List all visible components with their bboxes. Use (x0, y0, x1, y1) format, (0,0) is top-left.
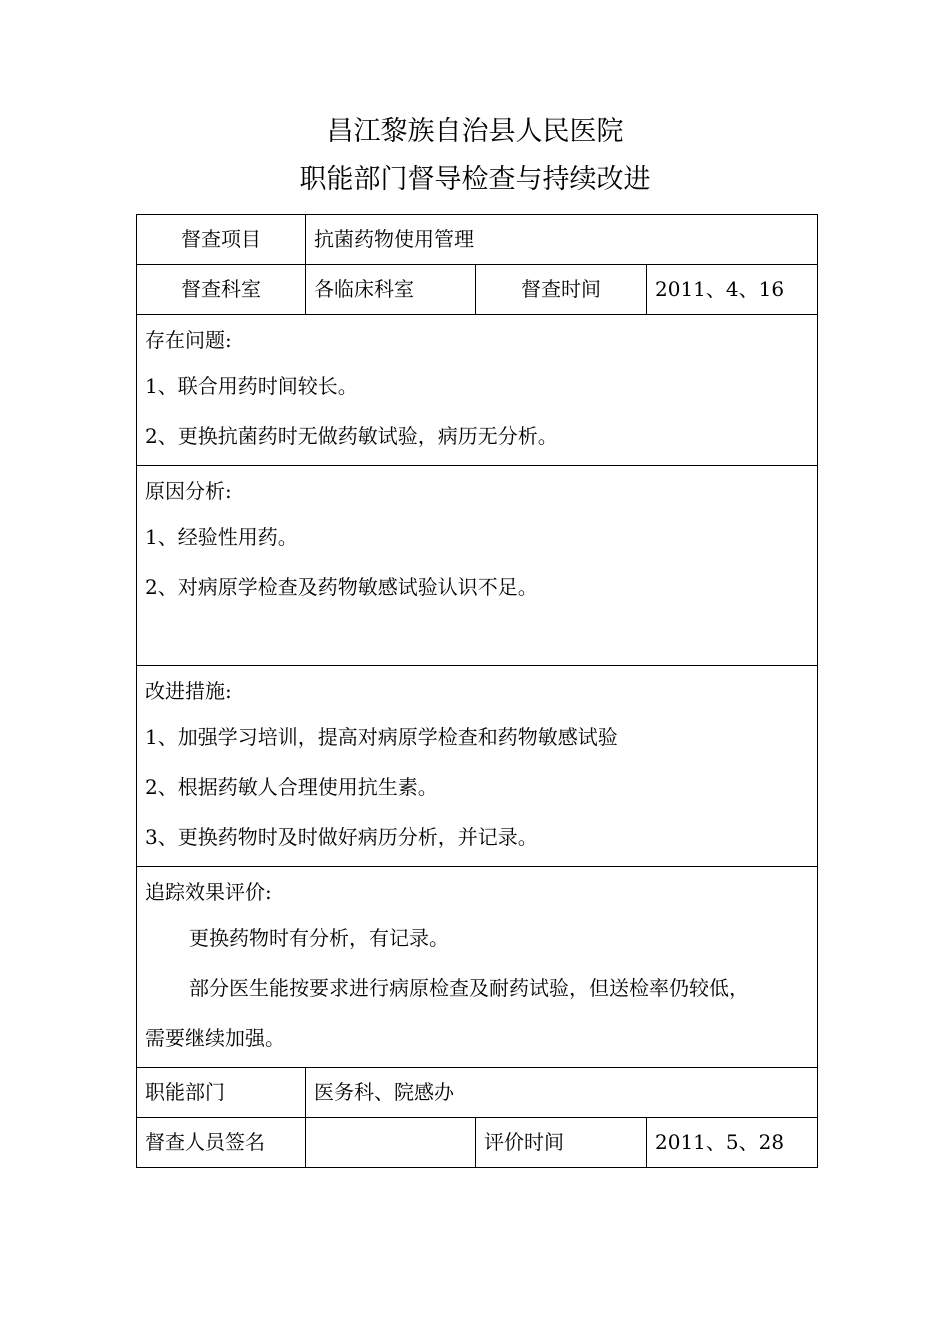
cause-item: 2、对病原学检查及药物敏感试验认识不足。 (145, 575, 538, 599)
dept-label: 督查科室 (181, 277, 261, 301)
eval-time-label: 评价时间 (484, 1130, 564, 1154)
eval-time-value: 2011、5、28 (655, 1130, 785, 1154)
row-dept-time (137, 265, 818, 315)
problems-section (137, 315, 817, 461)
row-function-dept (137, 1068, 818, 1118)
row-project (137, 215, 818, 265)
hospital-name: 昌江黎族自治县人民医院 (326, 116, 624, 147)
causes-heading: 原因分析: (145, 479, 232, 503)
evaluation-heading: 追踪效果评价: (145, 880, 272, 904)
row-measures (137, 666, 818, 867)
row-evaluation (137, 867, 818, 1068)
row-problems (137, 315, 818, 466)
dept-value: 各临床科室 (314, 277, 414, 301)
evaluation-section (137, 867, 817, 1063)
project-label: 督查项目 (181, 227, 261, 251)
row-signature (137, 1118, 818, 1168)
measure-item: 3、更换药物时及时做好病历分析，并记录。 (145, 825, 538, 849)
evaluation-paragraph-continued: 需要继续加强。 (145, 1026, 285, 1050)
evaluation-paragraph: 部分医生能按要求进行病原检查及耐药试验，但送检率仍较低， (189, 976, 749, 1000)
causes-section (137, 466, 817, 612)
form-title: 职能部门督导检查与持续改进 (299, 164, 651, 195)
measure-item: 1、加强学习培训，提高对病原学检查和药物敏感试验 (145, 725, 618, 749)
measure-item: 2、根据药敏人合理使用抗生素。 (145, 775, 438, 799)
cause-item: 1、经验性用药。 (145, 525, 298, 549)
problem-item: 1、联合用药时间较长。 (145, 374, 358, 398)
problem-item: 2、更换抗菌药时无做药敏试验，病历无分析。 (145, 424, 558, 448)
func-label: 职能部门 (145, 1080, 225, 1104)
inspection-form (136, 214, 818, 1168)
measures-heading: 改进措施: (145, 679, 232, 703)
project-value: 抗菌药物使用管理 (314, 227, 474, 251)
document-header (0, 108, 950, 204)
time-value: 2011、4、16 (655, 277, 785, 301)
measures-section (137, 666, 817, 862)
func-value: 医务科、院感办 (314, 1080, 454, 1104)
problems-heading: 存在问题: (145, 328, 232, 352)
signer-label: 督查人员签名 (145, 1130, 265, 1154)
row-causes (137, 466, 818, 666)
signer-value (306, 1118, 475, 1167)
time-label: 督查时间 (521, 277, 601, 301)
evaluation-paragraph: 更换药物时有分析，有记录。 (189, 926, 449, 950)
